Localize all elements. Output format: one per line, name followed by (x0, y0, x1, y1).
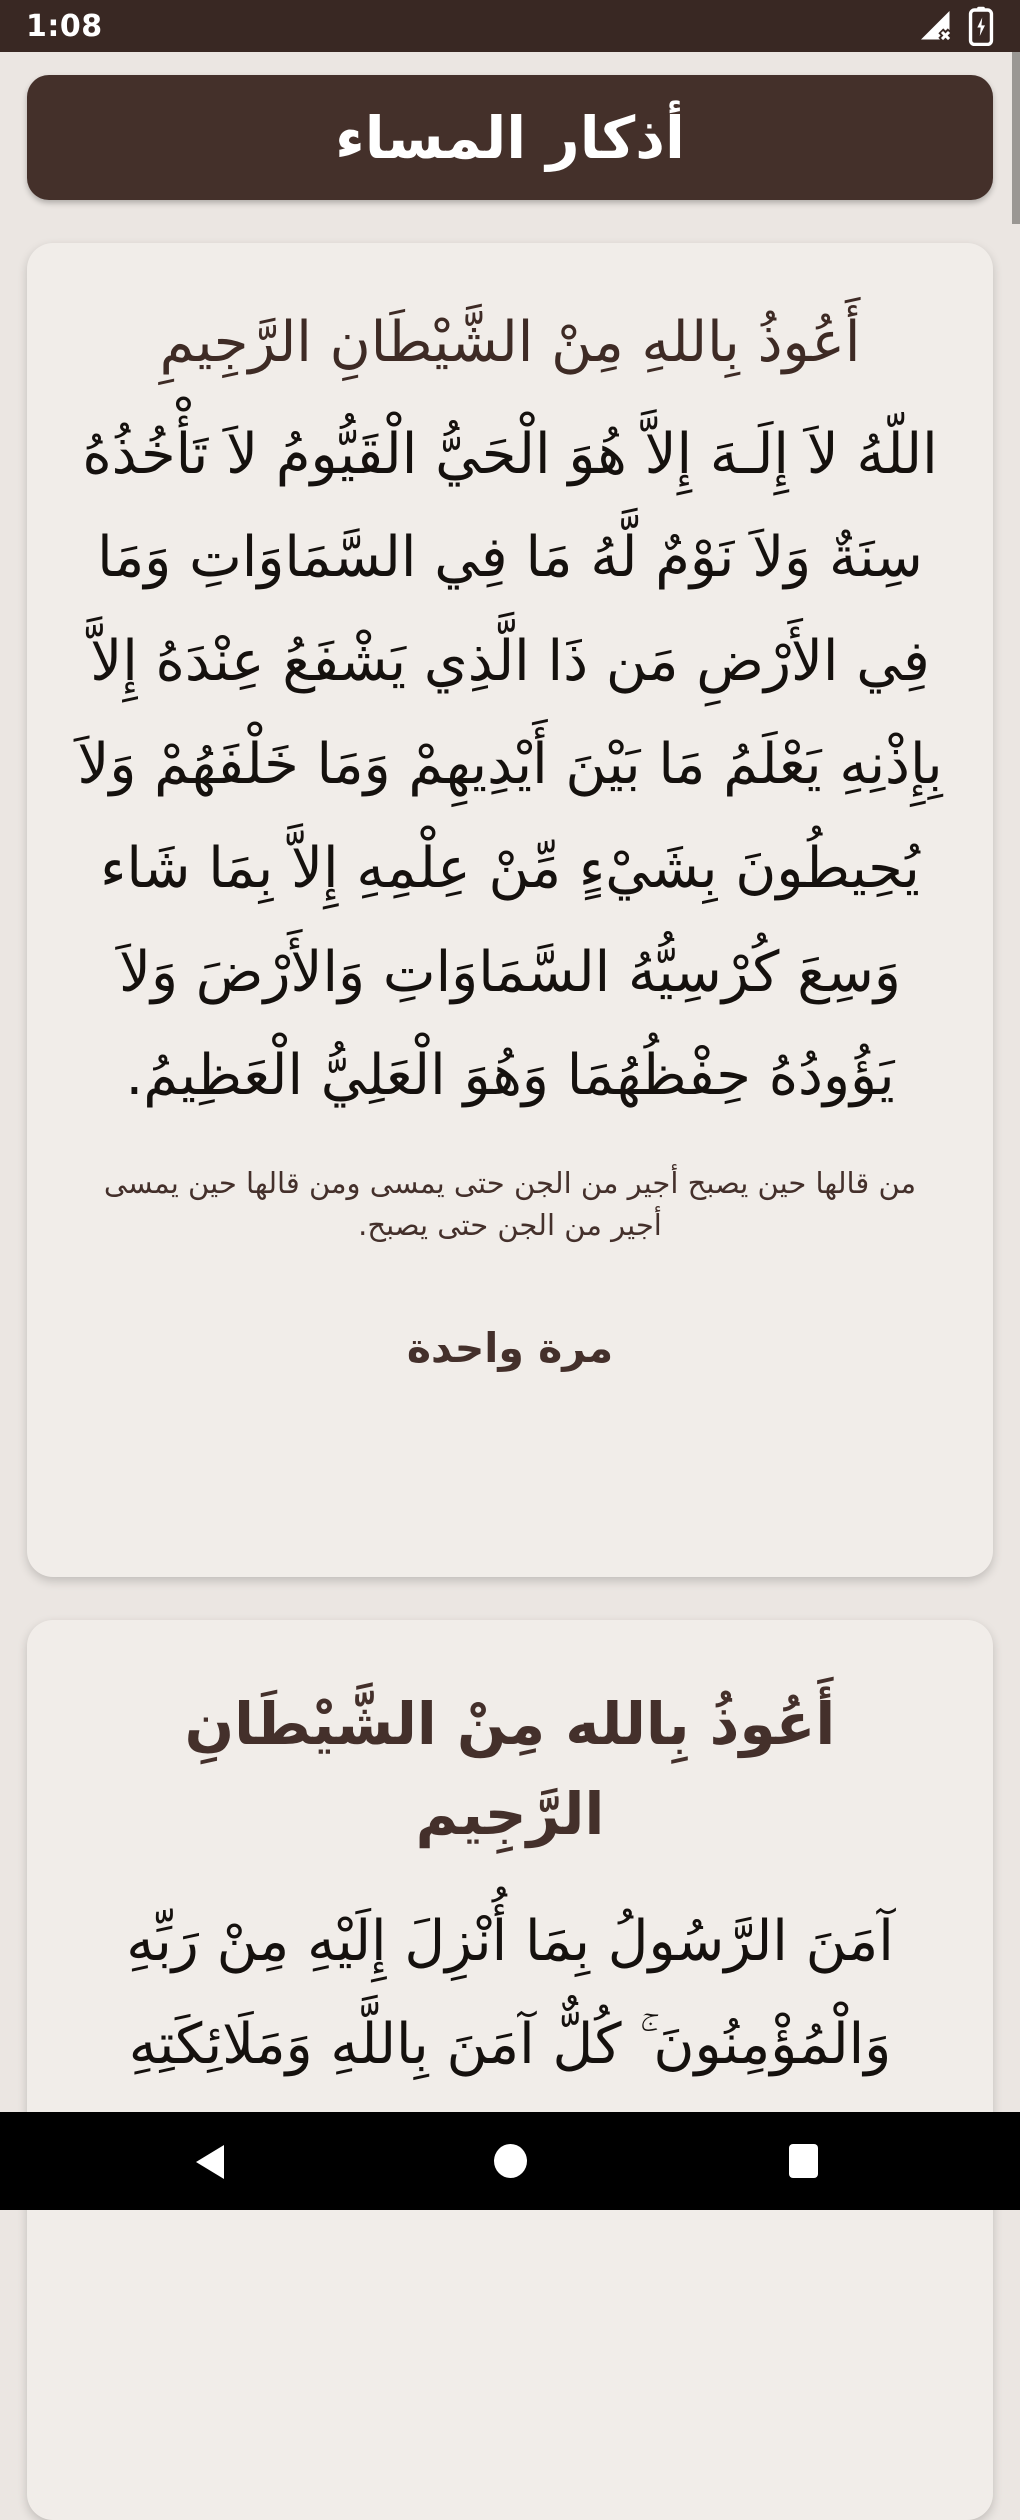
page-header (27, 75, 993, 200)
dhikr-card-ayat-al-kursi[interactable] (27, 243, 993, 1577)
signal-off-icon (918, 8, 954, 44)
android-nav-bar (0, 2112, 1020, 2210)
recents-icon[interactable] (789, 2144, 818, 2178)
status-icons (918, 6, 994, 46)
taawwudh-heading: أَعُوذُ بِالله مِنْ الشَّيْطَانِ الرَّجِيم (184, 1690, 836, 1848)
dhikr-verse-text: اللّهُ لاَ إِلَـهَ إِلاَّ هُوَ الْحَيُّ الْقَيُّومُ لاَ تَأْخُذُهُ سِنَةٌ وَلاَ نَوْمٌ لَّهُ مَا فِي السَّمَاوَاتِ وَمَا فِي الأَرْضِ مَن ذَا الَّذِي يَشْفَعُ عِنْدَهُ إِلاَّ بِإِذْنِهِ يَعْلَمُ مَا بَيْنَ أَيْدِيهِمْ وَمَا خَلْفَهُمْ وَلاَ يُحِيطُونَ بِشَيْءٍ مِّنْ عِلْمِهِ إِلاَّ بِمَا شَاء وَسِعَ كُرْسِيُّهُ السَّمَاوَاتِ وَالأَرْضَ وَلاَ يَؤُودُهُ حِفْظُهُمَا وَهُوَ الْعَلِيُّ الْعَظِيمُ. (77, 421, 943, 1109)
status-bar (0, 0, 1020, 52)
benefit-note: من قالها حين يصبح أجير من الجن حتى يمسى ومن قالها حين يمسى أجير من الجن حتى يصبح. (103, 1165, 917, 1242)
repeat-count-label: مرة واحدة (406, 1323, 614, 1372)
scrollbar-thumb[interactable] (1012, 52, 1020, 224)
back-icon[interactable] (196, 2145, 224, 2179)
dhikr-verse-text: آمَنَ الرَّسُولُ بِمَا أُنْزِلَ إِلَيْهِ مِنْ رَبِّهِ وَالْمُؤْمِنُونَ ۚ كُلٌّ آمَنَ بِاللَّهِ وَمَلَائِكَتِهِ (126, 1908, 894, 2078)
status-time: 1:08 (26, 8, 103, 44)
battery-charging-icon (968, 6, 994, 46)
dhikr-card-amana-rasul[interactable] (27, 1620, 993, 2520)
page-title: أذكار المساء (335, 103, 685, 172)
home-icon[interactable] (494, 2144, 527, 2178)
taawwudh-line: أَعُوذُ بِاللهِ مِنْ الشَّيْطَانِ الرَّجِيمِ (159, 310, 861, 375)
